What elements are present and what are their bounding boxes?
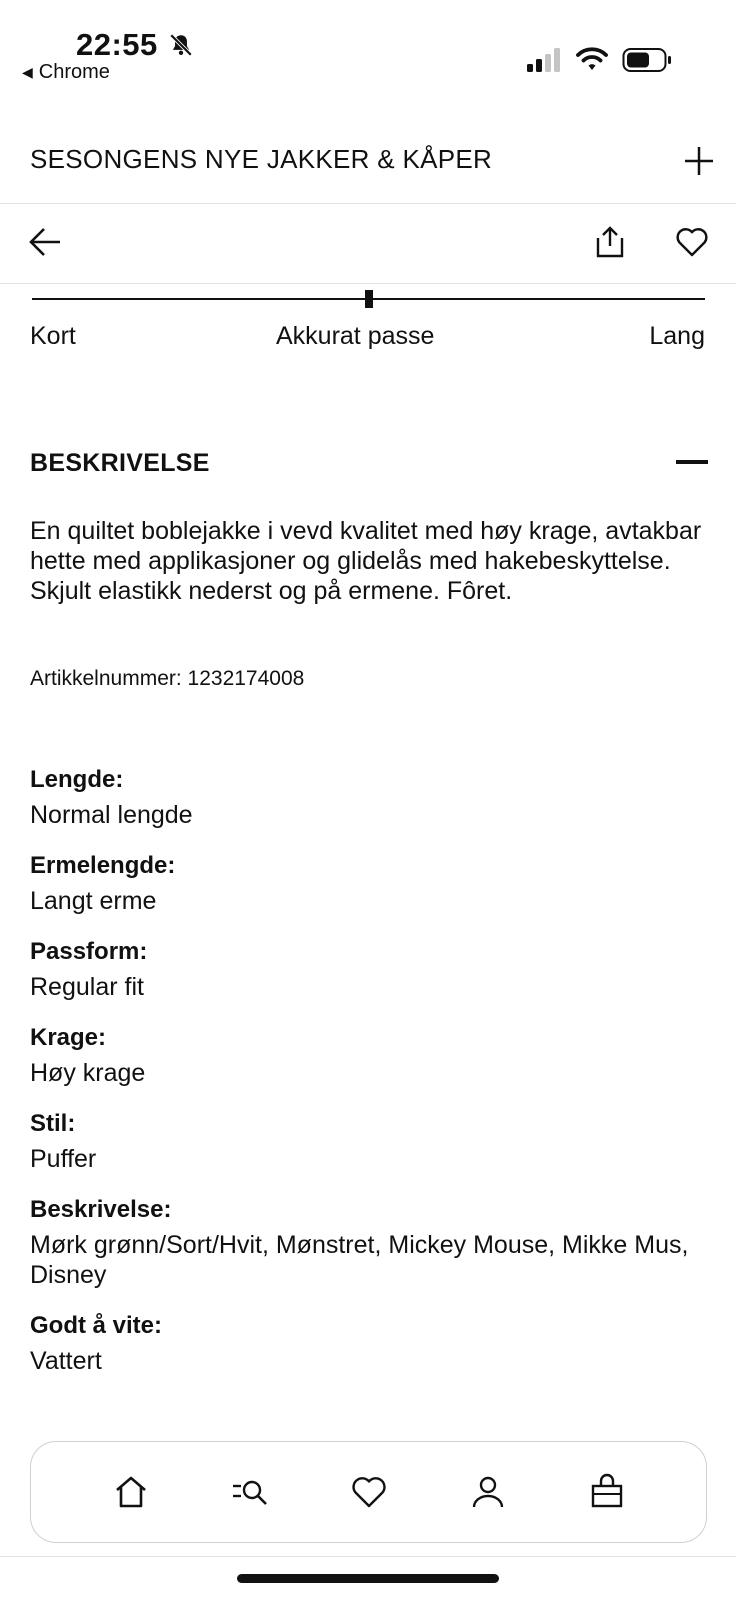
status-bar	[0, 0, 736, 100]
status-time: 22:55	[76, 27, 158, 62]
heart-icon[interactable]	[349, 1472, 389, 1512]
collapse-icon[interactable]	[676, 460, 708, 464]
header-title: SESONGENS NYE JAKKER & KÅPER	[30, 144, 493, 174]
attribute-label: Krage:	[30, 1024, 107, 1051]
description-text: En quiltet boblejakke i vevd kvalitet med høy krage, avtakbar hette med applikasjoner og glidelås med hakebeskyttelse. Skjult elastikk nederst og på ermene. Fôret.	[30, 517, 702, 605]
plus-icon[interactable]	[682, 144, 716, 178]
attribute-length	[30, 764, 720, 830]
back-to-app[interactable]	[22, 61, 110, 84]
share-icon[interactable]	[592, 224, 628, 260]
attribute-fit	[30, 936, 720, 1002]
article-number: Artikkelnummer: 1232174008	[30, 667, 305, 690]
attribute-description	[30, 1194, 720, 1290]
attribute-value: Høy krage	[30, 1059, 146, 1087]
cellular-signal-icon	[527, 48, 563, 72]
search-icon[interactable]	[230, 1472, 270, 1512]
heart-icon[interactable]	[674, 224, 710, 260]
fit-label-long: Lang	[649, 322, 705, 350]
attribute-value: Puffer	[30, 1145, 97, 1173]
attribute-list	[30, 764, 720, 1436]
home-indicator[interactable]	[237, 1574, 499, 1583]
section-header	[0, 110, 736, 204]
attribute-value: Normal lengde	[30, 801, 193, 829]
attribute-label: Passform:	[30, 938, 148, 965]
attribute-label: Godt å vite:	[30, 1312, 163, 1339]
attribute-label: Stil:	[30, 1110, 76, 1137]
battery-icon	[622, 47, 672, 73]
attribute-value: Mørk grønn/Sort/Hvit, Mønstret, Mickey Mouse, Mikke Mus, Disney	[30, 1231, 689, 1289]
bag-icon[interactable]	[587, 1472, 627, 1512]
description-title[interactable]: BESKRIVELSE	[30, 449, 210, 477]
fit-label-just-right: Akkurat passe	[276, 322, 435, 350]
fit-scale-marker	[365, 290, 373, 308]
back-app-label: Chrome	[38, 61, 110, 83]
fit-label-short: Kort	[30, 322, 76, 350]
product-toolbar	[0, 204, 736, 284]
user-icon[interactable]	[468, 1472, 508, 1512]
attribute-value: Regular fit	[30, 973, 144, 1001]
bottom-navigation	[30, 1441, 707, 1543]
attribute-style	[30, 1108, 720, 1174]
bell-slash-icon	[168, 32, 194, 58]
attribute-sleeve-length	[30, 850, 720, 916]
arrow-left-icon[interactable]	[28, 224, 64, 260]
wifi-icon	[576, 46, 608, 72]
attribute-label: Ermelengde:	[30, 852, 176, 879]
attribute-collar	[30, 1022, 720, 1088]
back-triangle-icon: ◀	[22, 64, 33, 80]
attribute-label: Beskrivelse:	[30, 1196, 172, 1223]
bottom-divider	[0, 1556, 736, 1557]
attribute-value: Langt erme	[30, 887, 157, 915]
attribute-good-to-know	[30, 1310, 720, 1376]
attribute-label: Lengde:	[30, 766, 124, 793]
attribute-value: Vattert	[30, 1347, 102, 1375]
home-icon[interactable]	[111, 1472, 151, 1512]
